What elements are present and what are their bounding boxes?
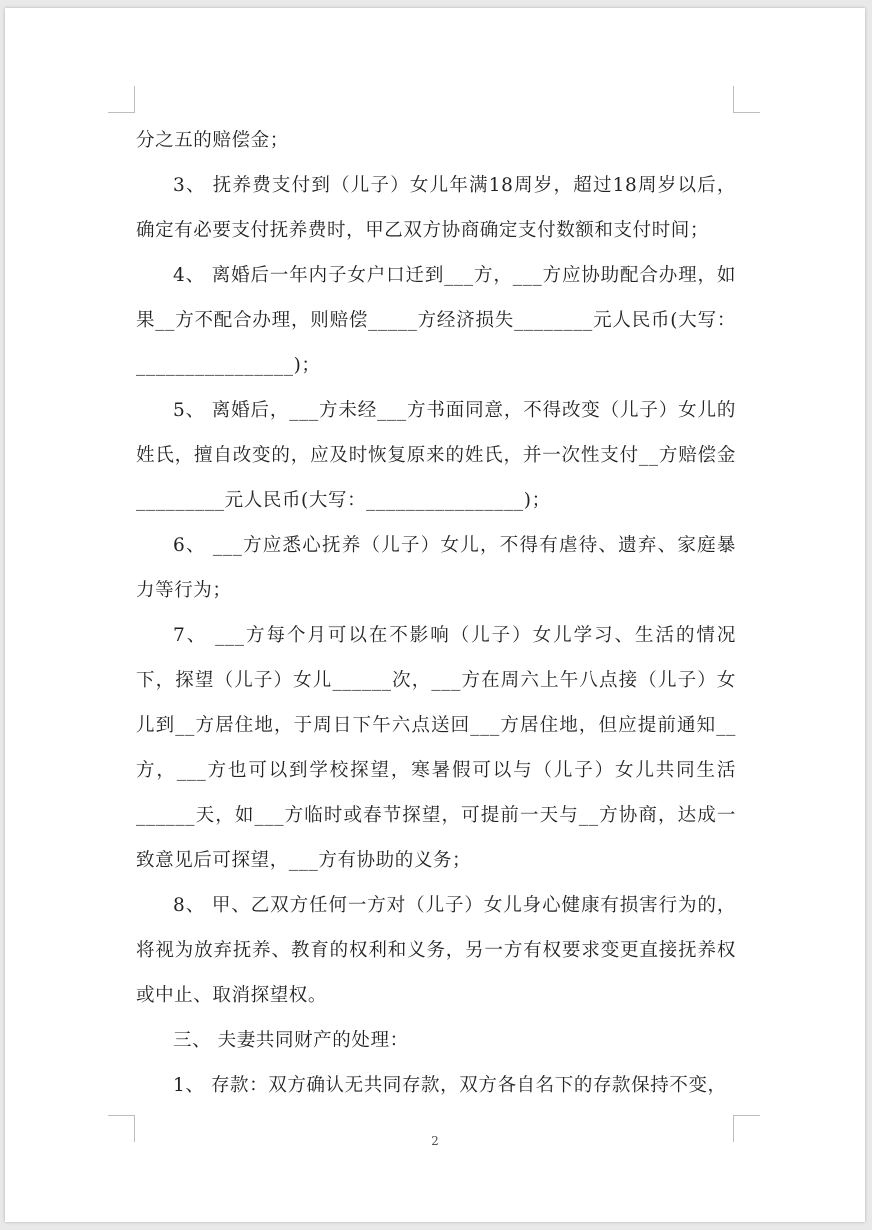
margin-mark-top-left — [108, 86, 135, 113]
margin-mark-top-right — [733, 86, 760, 113]
paragraph-item-6: 6、 ___方应悉心抚养（儿子）女儿，不得有虐待、遗弃、家庭暴力等行为； — [136, 535, 736, 601]
paragraph-item-4: 4、 离婚后一年内子女户口迁到___方，___方应协助配合办理，如果__方不配合办理，则赔偿_____方经济损失________元人民币(大写：________________)； — [136, 265, 736, 376]
paragraph-deposits: 1、 存款：双方确认无共同存款，双方各自名下的存款保持不变， — [173, 1075, 727, 1096]
section-heading-property: 三、 夫妻共同财产的处理： — [173, 1030, 409, 1051]
paragraph-item-3: 3、 抚养费支付到（儿子）女儿年满18周岁，超过18周岁以后，确定有必要支付抚养费时，甲乙双方协商确定支付数额和支付时间； — [136, 175, 736, 241]
document-page — [5, 8, 865, 1222]
paragraph-continuation: 分之五的赔偿金； — [136, 130, 289, 151]
page-number: 2 — [431, 1134, 439, 1148]
paragraph-item-8: 8、 甲、乙双方任何一方对（儿子）女儿身心健康有损害行为的，将视为放弃抚养、教育的权利和义务，另一方有权要求变更直接抚养权或中止、取消探望权。 — [136, 895, 736, 1006]
document-body — [136, 118, 736, 1108]
paragraph-item-5: 5、 离婚后，___方未经___方书面同意，不得改变（儿子）女儿的姓氏，擅自改变的，应及时恢复原来的姓氏，并一次性支付__方赔偿金_________元人民币(大写：________________)； — [136, 400, 736, 511]
paragraph-item-7: 7、 ___方每个月可以在不影响（儿子）女儿学习、生活的情况下，探望（儿子）女儿______次，___方在周六上午八点接（儿子）女儿到__方居住地，于周日下午六点送回___方居住地，但应提前通知__方，___方也可以到学校探望，寒暑假可以与（儿子）女儿共同生活______天，如___方临时或春节探望，可提前一天与__方协商，达成一致意见后可探望，___方有协助的义务； — [136, 625, 736, 871]
